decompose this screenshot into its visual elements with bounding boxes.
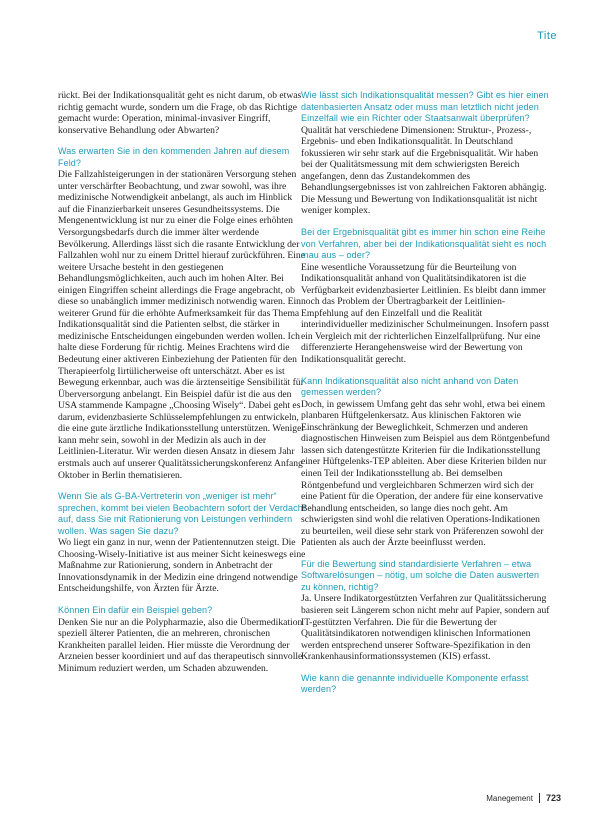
right-column — [301, 90, 551, 696]
answer-paragraph: Qualität hat verschiedene Dimensionen: Struktur-, Prozess-, Ergebnis- und eben Indikationsqualität. In Deutschland fokussieren wir sehr stark auf die Ergebnisqualität. Wir haben bei der Qualitätsmessung mit dem schwierigsten Bereich angefangen, denn das Zustandekommen des Behandlungsergebnisses ist von zahlreichen Faktoren abhängig. Die Messung und Bewertung von Indikationsqualität ist nicht weniger komplex. — [301, 124, 547, 217]
page-number: 723 — [545, 793, 561, 803]
interview-question: Wenn Sie als G-BA-Vertreterin von „weniger ist mehr“ sprechen, kommt bei vielen Beobachtern sofort der Verdacht auf, dass Sie mit Rationierung von Leistungen verhindern wollen. Was sagen Sie dazu? — [58, 491, 306, 536]
left-column — [58, 90, 306, 684]
answer-paragraph: Ja. Unsere Indikatorgestützten Verfahren zur Qualitätssicherung basieren seit Längerem schon nicht mehr auf Papier, sondern auf IT-gestützten Verfahren. Die für die Bewertung der Qualitätsindikatoren notwendigen klinischen Informationen werden entsprechend unserer Software-Spezifikation in den Krankenhausinformationssystemen (KIS) erfasst. — [301, 593, 550, 663]
footer-divider — [539, 793, 540, 803]
interview-question: Was erwarten Sie in den kommenden Jahren auf diesem Feld? — [58, 146, 290, 168]
magazine-name: Manegement — [486, 793, 533, 803]
answer-paragraph: rückt. Bei der Indikationsqualität geht es nicht darum, ob etwas richtig gemacht wurde, sondern um die Frage, ob das Richtige gemacht wurde: Operation, minimal-invasiver Eingriff, konservative Behandlung oder Abwarten? — [58, 90, 302, 136]
interview-question: Wie kann die genannte individuelle Komponente erfasst werden? — [301, 672, 529, 695]
interview-question: Für die Bewertung sind standardisierte Verfahren – etwa Softwarelösungen – nötig, um solche die Daten auswerten zu können, richtig? — [301, 558, 540, 592]
interview-question: Kann Indikationsqualität also nicht anhand von Daten gemessen werden? — [301, 375, 519, 398]
answer-paragraph: Die Fallzahlsteigerungen in der stationären Versorgung stehen unter verschärfter Beobachtung, und zwar sowohl, was ihre medizinische Notwendigkeit anbelangt, als auch im Hinblick auf die Finanzierbarkeit unseres Gesundheitssystems. Die Mengenentwicklung ist nur zu einer die Folge eines erhöhten Versorgungsbedarfs durch die immer älter werdende Bevölkerung. Allerdings lässt sich die rasante Entwicklung der Fallzahlen wohl nur zu einem Drittel hierauf zurückführen. Eine weitere Ursache besteht in den gestiegenen Behandlungsmöglichkeiten, auch auch im hohen Alter. Bei einigen Eingriffen scheint allerdings die Frage angebracht, ob diese so unabänglich immer medizinisch notwendig waren. Ein weiterer Grund für die erhöhte Aufmerksamkeit für das Thema Indikationsqualität sind die Patienten selbst, die stärker in medizinische Entscheidungen eingebunden werden wollen. Ich halte diese Forderung für richtig. Meines Erachtens wird die Bedeutung einer aktiveren Einbeziehung der Patienten für den Therapieerfolg Iirtülicherweise oft unterschätzt. Aber es ist Bewegung erkennbar, auch was die ärztenseitige Sensibilität für Überversorgung anbelangt. Ein Beispiel dafür ist die aus den USA stammende Kampagne „Choosing Wisely“. Dabei geht es darum, evidenzbasierte Schlüsselempfehlungen zu entwickeln, die eine gute ärztliche Indikationsstellung unterstützen. Weniger kann mehr sein, sowohl in der Medizin als auch in der Leitlinien-Literatur. Wir werden diesen Ansatz in diesem Jahr erstmals auch auf unserer Qualitätssicherungskonferenz Anfang Oktober in Berlin thematisieren. — [58, 169, 305, 481]
answer-paragraph: Eine wesentliche Voraussetzung für die Beurteilung von Indikationsqualität anhand von Qualitätsindikatoren ist die Verfügbarkeit evidenzbasierter Leitlinien. Es bleibt dann immer noch das Problem der Übertragbarkeit der Leitlinien-Empfehlung auf den Einzelfall und die Realität interindividueller medizinischer Schulmeinungen. Insofern passt ein Vergleich mit der richterlichen Einzelfallprüfung. Nur eine differenzierte Herangehensweise wird der Bewertung von Indikationsqualität gerecht. — [301, 261, 550, 366]
interview-question: Können Ein dafür ein Beispiel geben? — [58, 604, 213, 615]
running-title: Tite — [537, 30, 557, 42]
answer-paragraph: Denken Sie nur an die Polypharmazie, also die Übermedikation speziell älterer Patienten, die an mehreren, chronischen Krankheiten parallel leiden. Hier müsste die Verordnung der Arzneien besser koordiniert und auf das therapeutisch sinnvolle Minimum reduziert werden, um Schaden abzuwenden. — [58, 616, 303, 674]
answer-paragraph: Wo liegt ein ganz in nur, wenn der Patientennutzen steigt. Die Choosing-Wisely-Initiative ist aus meiner Sicht keineswegs eine Maßnahme zur Rationierung, sondern in Anbetracht der Innovationsdynamik in der Medizin eine dringend notwendige Entscheidungshilfe, von Ärzten für Ärzte. — [58, 537, 306, 595]
answer-paragraph: Doch, in gewissem Umfang geht das sehr wohl, etwa bei einem planbaren Hüftgelenkersatz. Aus klinischen Faktoren wie Einschränkung der Beweglichkeit, Schmerzen und anderen diagnostischen Hinweisen zum Beispiel aus dem Röntgenbefund lassen sich datengestützte Kriterien für die Indikationsstellung einer Hüftgelenks-TEP ableiten. Aber diese Kriterien bilden nur einen Teil der Indikationsstellung ab. Bei demselben Röntgenbefund und vergleichbaren Schmerzen wird sich der eine Patient für die Operation, der andere für eine konservative Behandlung entscheiden, so lange dies noch geht. Am schwierigsten sind wohl die relativen Operations-Indikationen zu beurteilen, weil diese sehr stark von Präferenzen sowohl der Patienten als auch der Ärzte beeinflusst werden. — [301, 398, 550, 549]
page-footer — [486, 793, 561, 803]
interview-question: Wie lässt sich Indikationsqualität messen? Gibt es hier einen datenbasierten Ansatz oder muss man letztlich nicht jeden Einzelfall wie ein Richter oder Staatsanwalt überprüfen? — [301, 90, 549, 124]
interview-question: Bei der Ergebnisqualität gibt es immer hin schon eine Reihe von Verfahren, aber bei der Indikationsqualität sieht es noch mau aus – oder? — [301, 227, 547, 261]
